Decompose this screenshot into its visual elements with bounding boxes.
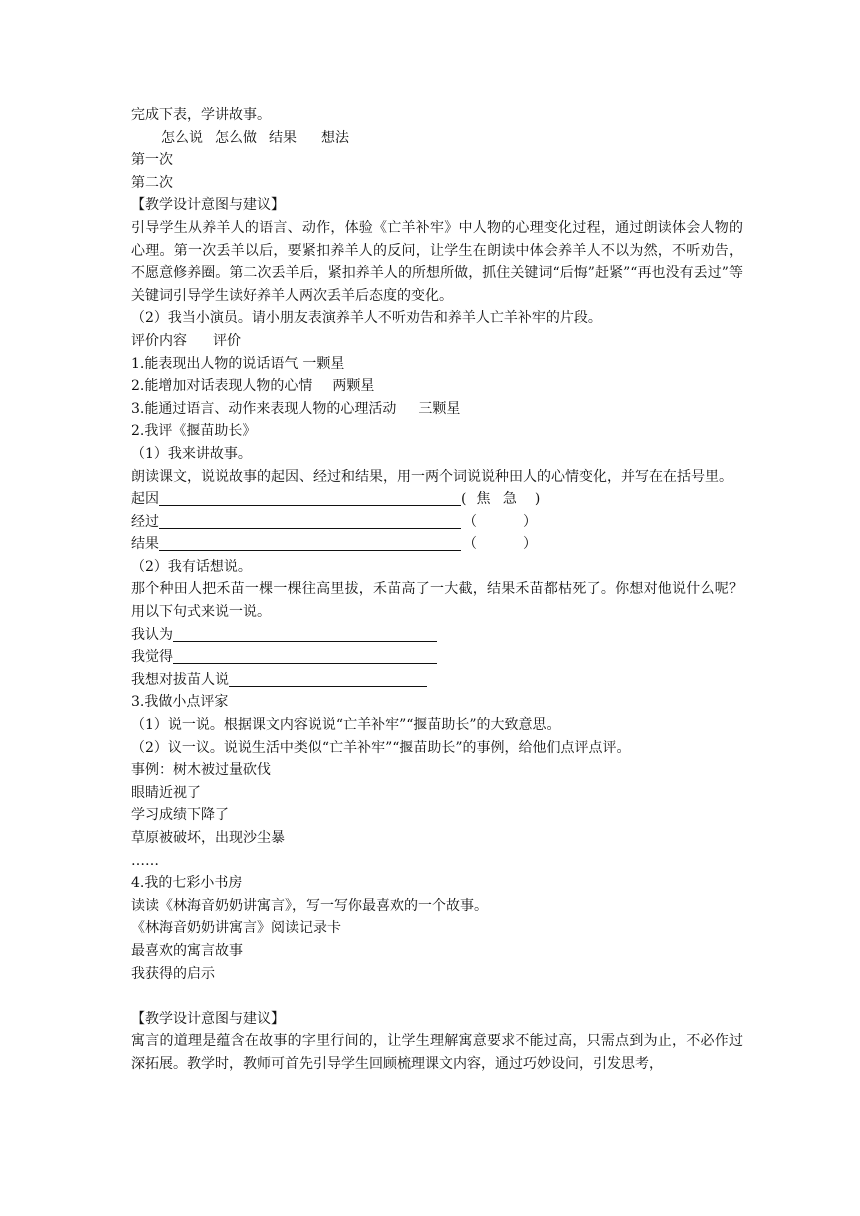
design-heading: 【教学设计意图与建议】 (131, 1010, 285, 1027)
evaluation-item: 3.能通过语言、动作来表现人物的心理活动 三颗星 (131, 400, 461, 417)
row-label: 结果 (131, 536, 159, 553)
example-item: 学习成绩下降了 (131, 807, 229, 824)
example-item: …… (131, 852, 159, 869)
example-item: 事例：树木被过量砍伐 (131, 762, 271, 779)
evaluation-item: 2.能增加对话表现人物的心情 两颗星 (131, 378, 375, 395)
table-intro: 完成下表，学讲故事。 (131, 107, 271, 123)
table-col-how-say: 怎么说 (161, 129, 203, 146)
design-paragraph: 引导学生从养羊人的语言、动作，体验《亡羊补牢》中人物的心理变化过程，通过朗读体会人物的心理。第一次丢羊以后，要紧扣养羊人的反问，让学生在朗读中体会养羊人不以为然，不听劝告，不愿意修养圈。第二次丢羊后，紧扣养羊人的所想所做，抓住关键词“后悔”赶紧”“再也没有丢过”等关键词引导学生读好养羊人两次丢羊后态度的变化。 (131, 219, 743, 304)
table-row-first: 第一次 (131, 152, 173, 169)
example-item: 眼睛近视了 (131, 784, 201, 801)
fill-blank (173, 627, 437, 642)
section-heading: 2.我评《揠苗助长》 (131, 423, 257, 440)
star-rating: 一颗星 (302, 355, 345, 372)
evaluation-header (131, 330, 743, 353)
subheading: （2）我有话想说。 (131, 558, 252, 575)
instruction-paragraph: 朗读课文，说说故事的起因、经过和结果，用一两个词说说种田人的心情变化，并写在在括号里。 (131, 468, 733, 485)
fill-blank (229, 672, 427, 687)
blank-line (131, 985, 743, 1008)
record-card-field: 我获得的启示 (131, 965, 215, 982)
task-item: （2）议一议。说说生活中类似“亡羊补牢”“揠苗助长”的事例，给他们点评点评。 (131, 739, 631, 756)
story-table-header (131, 127, 743, 150)
eval-col-content: 评价内容 (131, 332, 187, 349)
prompt-paragraph: 那个种田人把禾苗一棵一棵往高里拔，禾苗高了一大截，结果禾苗都枯死了。你想对他说什么呢？用以下句式来说一说。 (131, 581, 743, 621)
fill-blank (173, 649, 437, 664)
table-col-result: 结果 (269, 129, 297, 146)
record-card-field: 最喜欢的寓言故事 (131, 942, 243, 959)
story-row-result: 结果 （ ） (131, 536, 537, 553)
example-item: 草原被破坏，出现沙尘暴 (131, 830, 285, 846)
fill-blank (159, 491, 461, 506)
evaluation-item: 1.能表现出人物的说话语气 一颗星 (131, 355, 345, 372)
sentence-frame: 我想对拔苗人说 (131, 669, 743, 692)
subheading: （1）我来讲故事。 (131, 445, 252, 462)
story-row-process: 经过 （ ） (131, 513, 537, 530)
actor-task: （2）我当小演员。请小朋友表演养羊人不听劝告和养羊人亡羊补牢的片段。 (131, 310, 602, 327)
design-paragraph: 寓言的道理是蕴含在故事的字里行间的，让学生理解寓意要求不能过高，只需点到为止，不必作过深拓展。教学时，教师可首先引导学生回顾梳理课文内容，通过巧妙设问，引发思考， (131, 1033, 743, 1072)
row-label: 起因 (131, 491, 159, 508)
eval-col-rating: 评价 (213, 332, 241, 349)
record-card-title: 《林海音奶奶讲寓言》阅读记录卡 (131, 920, 341, 937)
sentence-frame: 我认为 (131, 624, 743, 647)
section-heading: 4.我的七彩小书房 (131, 875, 243, 892)
fill-blank (159, 536, 461, 551)
story-row-cause: 起因 ( 焦 急 ) (131, 491, 541, 508)
star-rating: 两颗星 (332, 378, 375, 395)
task-item: （1）说一说。根据课文内容说说“亡羊补牢”“揠苗助长”的大致意思。 (131, 717, 561, 734)
table-col-thought: 想法 (321, 129, 349, 146)
table-row-second: 第二次 (131, 174, 173, 191)
star-rating: 三颗星 (418, 400, 461, 417)
sentence-frame: 我觉得 (131, 646, 743, 669)
reading-task: 读读《林海音奶奶讲寓言》，写一写你最喜欢的一个故事。 (131, 897, 488, 914)
fill-blank (159, 514, 461, 529)
answer-text: 焦 急 (476, 491, 521, 508)
row-label: 经过 (131, 513, 159, 530)
design-heading: 【教学设计意图与建议】 (131, 197, 285, 214)
table-col-how-do: 怎么做 (215, 129, 257, 146)
section-heading: 3.我做小点评家 (131, 694, 229, 711)
document-page (131, 104, 743, 1076)
